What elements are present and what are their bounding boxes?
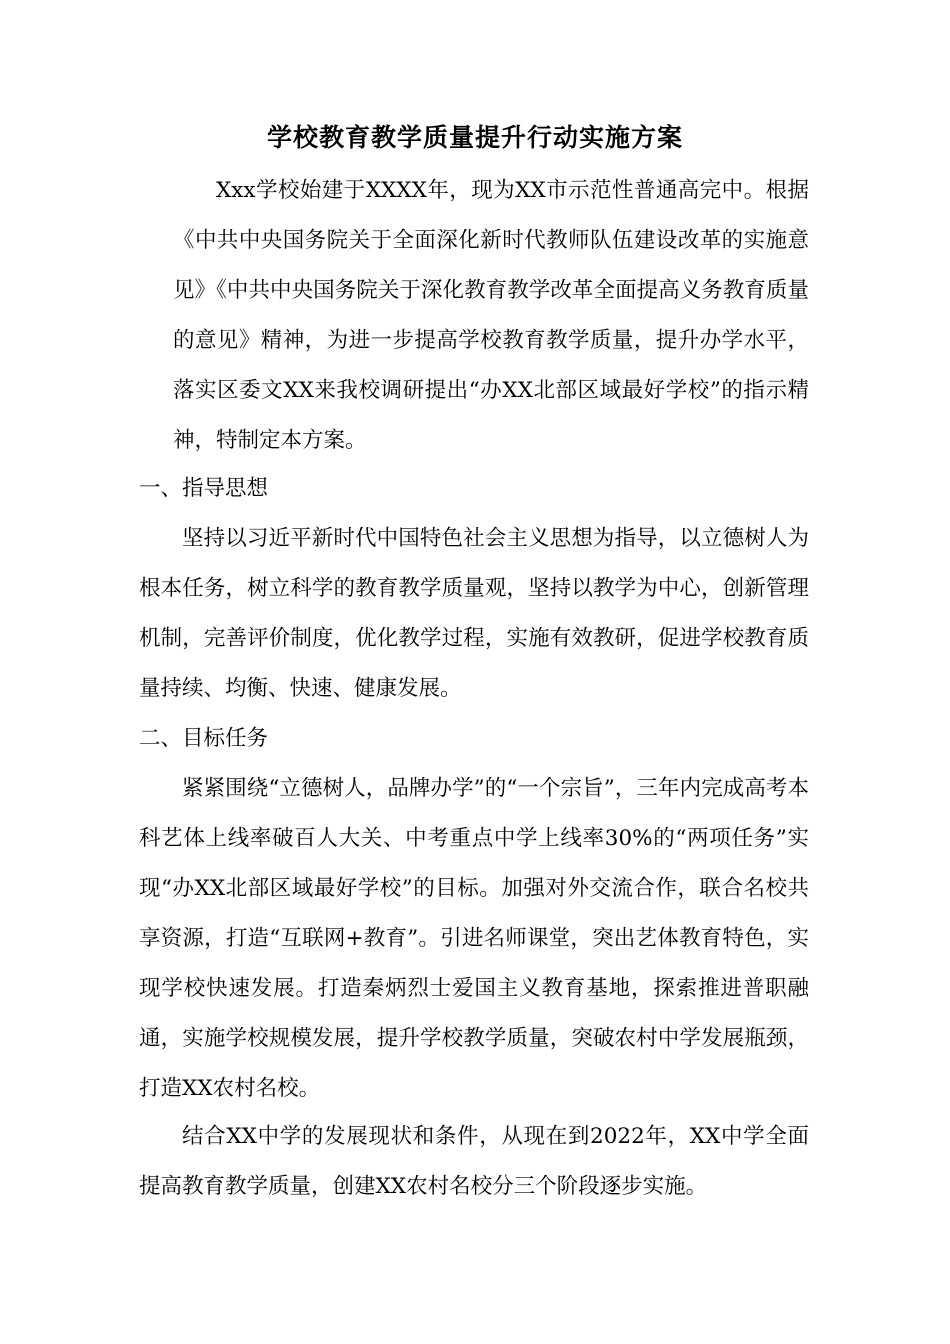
intro-paragraph: Xxx学校始建于XXXX年，现为XX市示范性普通高完中。根据《中共中央国务院关于全面深化新时代教师队伍建设改革的实施意见》《中共中央国务院关于深化教育教学改革全面提高义务教育质量的意见》精神，为进一步提高学校教育教学质量，提升办学水平，落实区委文XX来我校调研提出“办XX北部区域最好学校”的指示精神，特制定本方案。: [173, 178, 809, 453]
section-heading-goals: 二、目标任务: [139, 726, 269, 751]
section-paragraph-goals: 紧紧围绕“立德树人，品牌办学”的“一个宗旨”，三年内完成高考本科艺体上线率破百人大关、中考重点中学上线率30%的“两项任务”实现“办XX北部区域最好学校”的目标。加强对外交流合作，联合名校共享资源，打造“互联网+教育”。引进名师课堂，突出艺体教育特色，实现学校快速发展。打造秦炳烈士爱国主义教育基地，探索推进普职融通，实施学校规模发展，提升学校教学质量，突破农村中学发展瓶颈，打造XX农村名校。: [139, 776, 809, 1101]
document-title: 学校教育教学质量提升行动实施方案: [266, 123, 683, 152]
section-heading-guiding-ideology: 一、指导思想: [139, 476, 269, 501]
section-paragraph-guiding-ideology: 坚持以习近平新时代中国特色社会主义思想为指导，以立德树人为根本任务，树立科学的教育教学质量观，坚持以教学为中心，创新管理机制，完善评价制度，优化教学过程，实施有效教研，促进学校教育质量持续、均衡、快速、健康发展。: [139, 526, 809, 701]
section-paragraph-phases: 结合XX中学的发展现状和条件，从现在到2022年，XX中学全面提高教育教学质量，创建XX农村名校分三个阶段逐步实施。: [139, 1124, 809, 1199]
